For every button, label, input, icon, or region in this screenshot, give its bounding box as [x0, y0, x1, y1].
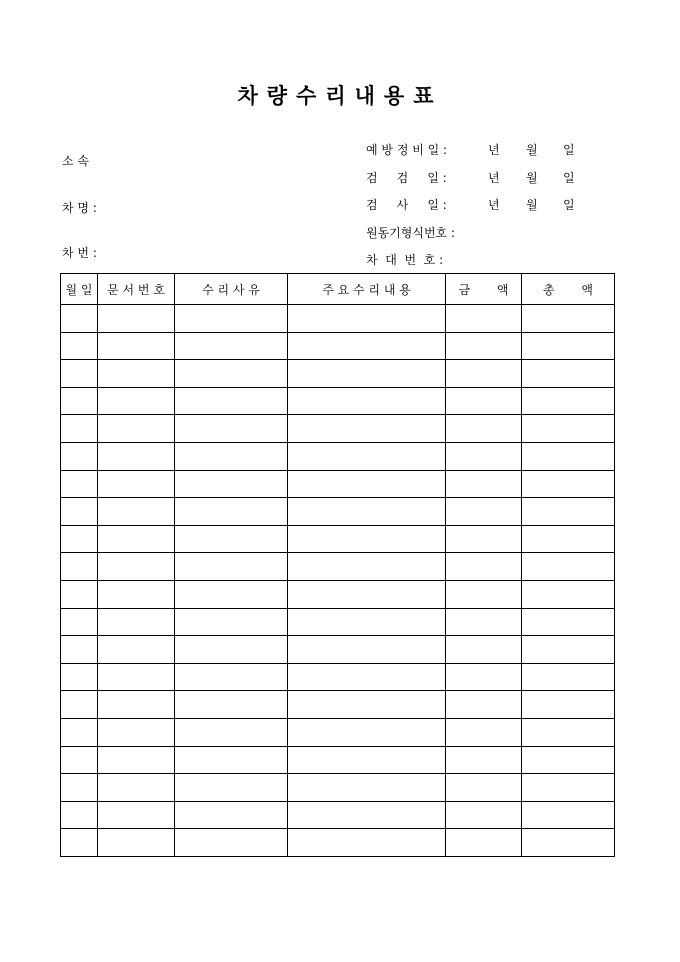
table-cell[interactable] — [446, 387, 522, 415]
table-cell[interactable] — [61, 718, 98, 746]
table-cell[interactable] — [522, 580, 615, 608]
table-row — [61, 387, 615, 415]
table-cell[interactable] — [446, 305, 522, 333]
table-cell[interactable] — [522, 718, 615, 746]
maintenance-date-label: 예 방 정 비 일 : — [366, 143, 448, 157]
form-title: 차량수리내용표 — [237, 83, 443, 108]
table-cell[interactable] — [522, 360, 615, 388]
inspector-date-day: 일 — [563, 198, 575, 212]
table-cell[interactable] — [61, 663, 98, 691]
table-cell[interactable] — [175, 829, 288, 857]
table-cell[interactable] — [446, 360, 522, 388]
table-cell[interactable] — [61, 608, 98, 636]
engine-model-number-label: 원동기형식번호 : — [366, 226, 456, 240]
table-cell[interactable] — [288, 608, 446, 636]
table-cell[interactable] — [446, 691, 522, 719]
table-cell[interactable] — [175, 470, 288, 498]
table-cell[interactable] — [446, 636, 522, 664]
table-cell[interactable] — [522, 442, 615, 470]
table-cell[interactable] — [288, 691, 446, 719]
table-cell[interactable] — [61, 774, 98, 802]
table-cell[interactable] — [288, 801, 446, 829]
table-cell[interactable] — [98, 829, 175, 857]
table-cell[interactable] — [98, 387, 175, 415]
table-cell[interactable] — [522, 498, 615, 526]
table-row — [61, 553, 615, 581]
table-cell[interactable] — [522, 525, 615, 553]
table-row — [61, 608, 615, 636]
table-cell[interactable] — [175, 525, 288, 553]
table-cell[interactable] — [288, 415, 446, 443]
table-header-row — [61, 274, 615, 305]
table-cell[interactable] — [446, 774, 522, 802]
table-row — [61, 663, 615, 691]
table-cell[interactable] — [288, 332, 446, 360]
maintenance-date-year: 년 — [488, 143, 500, 157]
table-cell[interactable] — [175, 774, 288, 802]
table-row — [61, 498, 615, 526]
table-row — [61, 360, 615, 388]
inspection-date-year: 년 — [488, 171, 500, 185]
inspection-date-day: 일 — [563, 171, 575, 185]
table-cell[interactable] — [98, 470, 175, 498]
table-cell[interactable] — [288, 663, 446, 691]
table-cell[interactable] — [446, 442, 522, 470]
table-row — [61, 332, 615, 360]
table-cell[interactable] — [175, 305, 288, 333]
table-cell[interactable] — [61, 553, 98, 581]
inspector-date-year: 년 — [488, 198, 500, 212]
header-total-amount: 총 액 — [522, 274, 615, 305]
table-cell[interactable] — [61, 498, 98, 526]
table-row — [61, 636, 615, 664]
table-cell[interactable] — [98, 718, 175, 746]
table-cell[interactable] — [98, 305, 175, 333]
table-cell[interactable] — [446, 718, 522, 746]
table-cell[interactable] — [175, 691, 288, 719]
table-cell[interactable] — [522, 608, 615, 636]
table-cell[interactable] — [175, 718, 288, 746]
table-row — [61, 691, 615, 719]
table-cell[interactable] — [446, 746, 522, 774]
table-cell[interactable] — [522, 636, 615, 664]
table-cell[interactable] — [98, 663, 175, 691]
table-cell[interactable] — [288, 774, 446, 802]
table-cell[interactable] — [522, 470, 615, 498]
table-cell[interactable] — [446, 470, 522, 498]
table-cell[interactable] — [288, 580, 446, 608]
table-cell[interactable] — [61, 525, 98, 553]
table-row — [61, 829, 615, 857]
table-cell[interactable] — [288, 305, 446, 333]
table-cell[interactable] — [288, 829, 446, 857]
table-cell[interactable] — [98, 636, 175, 664]
table-cell[interactable] — [522, 829, 615, 857]
table-cell[interactable] — [522, 691, 615, 719]
table-cell[interactable] — [175, 442, 288, 470]
table-cell[interactable] — [98, 360, 175, 388]
table-cell[interactable] — [175, 636, 288, 664]
table-cell[interactable] — [98, 774, 175, 802]
table-cell[interactable] — [288, 636, 446, 664]
table-cell[interactable] — [175, 332, 288, 360]
table-cell[interactable] — [61, 470, 98, 498]
table-cell[interactable] — [446, 553, 522, 581]
table-cell[interactable] — [61, 691, 98, 719]
table-cell[interactable] — [61, 746, 98, 774]
inspection-date-month: 월 — [526, 171, 538, 185]
table-cell[interactable] — [175, 553, 288, 581]
table-cell[interactable] — [175, 498, 288, 526]
table-row — [61, 580, 615, 608]
table-row — [61, 746, 615, 774]
affiliation-label: 소 속 — [62, 154, 89, 168]
table-cell[interactable] — [446, 498, 522, 526]
table-cell[interactable] — [288, 525, 446, 553]
vehicle-number-label: 차 번 : — [62, 246, 97, 260]
table-cell[interactable] — [446, 580, 522, 608]
table-cell[interactable] — [446, 829, 522, 857]
table-cell[interactable] — [522, 746, 615, 774]
table-cell[interactable] — [175, 415, 288, 443]
repair-table — [60, 273, 615, 857]
table-cell[interactable] — [446, 415, 522, 443]
table-cell[interactable] — [446, 525, 522, 553]
table-cell[interactable] — [175, 608, 288, 636]
table-cell[interactable] — [522, 415, 615, 443]
table-cell[interactable] — [61, 801, 98, 829]
table-cell[interactable] — [175, 580, 288, 608]
table-cell[interactable] — [288, 553, 446, 581]
table-row — [61, 525, 615, 553]
chassis-number-label: 차 대 번 호 : — [366, 253, 444, 267]
header-date: 월 일 — [61, 274, 98, 305]
table-cell[interactable] — [175, 746, 288, 774]
table-cell[interactable] — [522, 332, 615, 360]
header-amount: 금 액 — [446, 274, 522, 305]
table-cell[interactable] — [98, 332, 175, 360]
table-cell[interactable] — [288, 718, 446, 746]
table-cell[interactable] — [446, 663, 522, 691]
table-cell[interactable] — [446, 332, 522, 360]
table-row — [61, 415, 615, 443]
table-cell[interactable] — [98, 801, 175, 829]
table-cell[interactable] — [522, 305, 615, 333]
table-cell[interactable] — [61, 332, 98, 360]
table-cell[interactable] — [522, 774, 615, 802]
table-cell[interactable] — [61, 360, 98, 388]
table-cell[interactable] — [288, 498, 446, 526]
table-cell[interactable] — [522, 663, 615, 691]
table-cell[interactable] — [98, 553, 175, 581]
table-cell[interactable] — [98, 746, 175, 774]
table-cell[interactable] — [98, 608, 175, 636]
table-row — [61, 442, 615, 470]
inspector-date-month: 월 — [526, 198, 538, 212]
table-cell[interactable] — [288, 387, 446, 415]
inspector-date-label: 검 사 일 : — [366, 198, 447, 212]
table-cell[interactable] — [175, 387, 288, 415]
table-cell[interactable] — [175, 360, 288, 388]
inspection-date-label: 검 검 일 : — [366, 171, 447, 185]
table-cell[interactable] — [98, 442, 175, 470]
table-cell[interactable] — [61, 636, 98, 664]
header-document-number: 문 서 번 호 — [98, 274, 175, 305]
table-body — [61, 305, 615, 857]
table-cell[interactable] — [61, 829, 98, 857]
table-row — [61, 305, 615, 333]
table-cell[interactable] — [98, 498, 175, 526]
table-cell[interactable] — [288, 470, 446, 498]
table-row — [61, 470, 615, 498]
vehicle-name-label: 차 명 : — [62, 201, 97, 215]
table-cell[interactable] — [288, 442, 446, 470]
table-cell[interactable] — [98, 525, 175, 553]
table-cell[interactable] — [288, 746, 446, 774]
table-cell[interactable] — [522, 801, 615, 829]
table-cell[interactable] — [98, 415, 175, 443]
table-cell[interactable] — [61, 305, 98, 333]
table-row — [61, 718, 615, 746]
table-cell[interactable] — [446, 801, 522, 829]
table-cell[interactable] — [61, 415, 98, 443]
table-row — [61, 774, 615, 802]
table-cell[interactable] — [61, 442, 98, 470]
table-cell[interactable] — [175, 801, 288, 829]
table-cell[interactable] — [288, 360, 446, 388]
maintenance-date-day: 일 — [563, 143, 575, 157]
table-cell[interactable] — [61, 580, 98, 608]
table-row — [61, 801, 615, 829]
table-cell[interactable] — [98, 580, 175, 608]
header-repair-reason: 수 리 사 유 — [175, 274, 288, 305]
table-cell[interactable] — [446, 608, 522, 636]
header-repair-details: 주 요 수 리 내 용 — [288, 274, 446, 305]
maintenance-date-month: 월 — [526, 143, 538, 157]
table-cell[interactable] — [175, 663, 288, 691]
table-cell[interactable] — [61, 387, 98, 415]
table-cell[interactable] — [522, 387, 615, 415]
table-cell[interactable] — [98, 691, 175, 719]
table-cell[interactable] — [522, 553, 615, 581]
